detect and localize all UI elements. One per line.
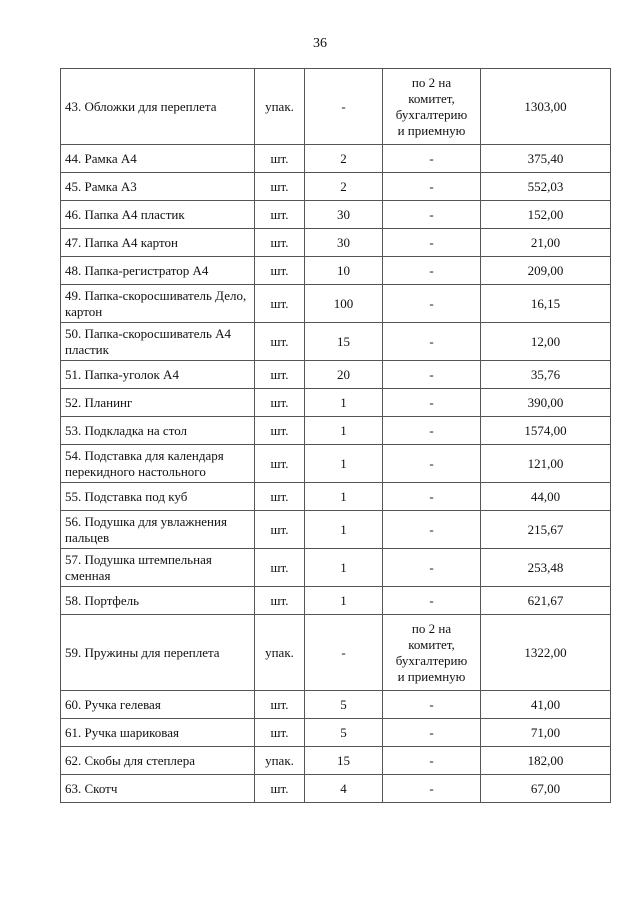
note-cell <box>383 719 481 747</box>
note-line: и приемную <box>397 668 466 684</box>
item-name-cell: 61. Ручка шариковая <box>61 719 255 747</box>
unit-cell: шт. <box>255 173 305 201</box>
quantity-cell: 1 <box>305 587 383 615</box>
price-cell: 182,00 <box>481 747 611 775</box>
item-name-cell: 51. Папка-уголок А4 <box>61 361 255 389</box>
table-row <box>61 417 611 445</box>
note-cell <box>383 257 481 285</box>
item-name-cell: 47. Папка А4 картон <box>61 229 255 257</box>
unit-cell: шт. <box>255 691 305 719</box>
quantity-cell: 10 <box>305 257 383 285</box>
table-row <box>61 483 611 511</box>
note-line: - <box>429 455 434 471</box>
unit-cell: шт. <box>255 483 305 511</box>
note-line: - <box>429 178 434 194</box>
table-row <box>61 173 611 201</box>
note-line: - <box>429 366 434 382</box>
item-name-cell: 49. Папка-скоросшиватель Дело, картон <box>61 285 255 323</box>
price-cell: 390,00 <box>481 389 611 417</box>
table-row <box>61 389 611 417</box>
note-cell <box>383 483 481 511</box>
note-cell <box>383 69 481 145</box>
quantity-cell: 20 <box>305 361 383 389</box>
item-name-cell: 45. Рамка А3 <box>61 173 255 201</box>
quantity-cell: 5 <box>305 719 383 747</box>
unit-cell: шт. <box>255 323 305 361</box>
table-row <box>61 257 611 285</box>
note-line: - <box>429 488 434 504</box>
note-line: - <box>429 559 434 575</box>
quantity-cell: 30 <box>305 229 383 257</box>
price-cell: 1322,00 <box>481 615 611 691</box>
table-row <box>61 615 611 691</box>
quantity-cell: 4 <box>305 775 383 803</box>
price-table <box>60 68 611 803</box>
table-row <box>61 323 611 361</box>
note-line: - <box>429 780 434 796</box>
price-cell: 152,00 <box>481 201 611 229</box>
note-cell <box>383 615 481 691</box>
price-cell: 552,03 <box>481 173 611 201</box>
table-row <box>61 361 611 389</box>
price-cell: 21,00 <box>481 229 611 257</box>
table-row <box>61 229 611 257</box>
quantity-cell: 1 <box>305 389 383 417</box>
item-name-cell: 60. Ручка гелевая <box>61 691 255 719</box>
quantity-cell: 15 <box>305 747 383 775</box>
note-cell <box>383 775 481 803</box>
item-name-cell: 43. Обложки для переплета <box>61 69 255 145</box>
price-cell: 41,00 <box>481 691 611 719</box>
unit-cell: шт. <box>255 511 305 549</box>
price-cell: 209,00 <box>481 257 611 285</box>
note-line: по 2 на <box>411 620 452 636</box>
note-cell <box>383 229 481 257</box>
note-cell <box>383 361 481 389</box>
item-name-cell: 53. Подкладка на стол <box>61 417 255 445</box>
item-name-cell: 46. Папка А4 пластик <box>61 201 255 229</box>
unit-cell: шт. <box>255 417 305 445</box>
note-cell <box>383 691 481 719</box>
table-row <box>61 285 611 323</box>
note-line: по 2 на <box>411 74 452 90</box>
item-name-cell: 57. Подушка штемпельная сменная <box>61 549 255 587</box>
item-name-cell: 48. Папка-регистратор А4 <box>61 257 255 285</box>
item-name-cell: 54. Подставка для календаря перекидного настольного <box>61 445 255 483</box>
note-cell <box>383 445 481 483</box>
table-row <box>61 511 611 549</box>
note-line: - <box>429 521 434 537</box>
quantity-cell: 5 <box>305 691 383 719</box>
table-row <box>61 691 611 719</box>
item-name-cell: 56. Подушка для увлажнения пальцев <box>61 511 255 549</box>
quantity-cell: 15 <box>305 323 383 361</box>
item-name-cell: 63. Скотч <box>61 775 255 803</box>
quantity-cell: 1 <box>305 445 383 483</box>
price-cell: 12,00 <box>481 323 611 361</box>
note-cell <box>383 285 481 323</box>
page-number: 36 <box>313 36 327 51</box>
table-row <box>61 747 611 775</box>
item-name-cell: 52. Планинг <box>61 389 255 417</box>
table-row <box>61 445 611 483</box>
note-line: бухгалтерию <box>395 652 468 668</box>
table-row <box>61 201 611 229</box>
unit-cell: шт. <box>255 389 305 417</box>
note-line: - <box>429 206 434 222</box>
price-cell: 71,00 <box>481 719 611 747</box>
note-line: - <box>429 592 434 608</box>
note-cell <box>383 323 481 361</box>
price-cell: 35,76 <box>481 361 611 389</box>
quantity-cell: 1 <box>305 549 383 587</box>
unit-cell: шт. <box>255 719 305 747</box>
note-cell <box>383 549 481 587</box>
note-cell <box>383 417 481 445</box>
price-cell: 253,48 <box>481 549 611 587</box>
note-line: комитет, <box>408 90 455 106</box>
unit-cell: шт. <box>255 775 305 803</box>
unit-cell: упак. <box>255 615 305 691</box>
note-cell <box>383 587 481 615</box>
unit-cell: шт. <box>255 229 305 257</box>
quantity-cell: - <box>305 69 383 145</box>
quantity-cell: - <box>305 615 383 691</box>
price-cell: 1574,00 <box>481 417 611 445</box>
item-name-cell: 58. Портфель <box>61 587 255 615</box>
note-line: - <box>429 295 434 311</box>
note-line: бухгалтерию <box>395 106 468 122</box>
note-line: комитет, <box>408 636 455 652</box>
unit-cell: шт. <box>255 145 305 173</box>
note-line: - <box>429 150 434 166</box>
table-body <box>61 69 611 803</box>
unit-cell: шт. <box>255 549 305 587</box>
note-cell <box>383 145 481 173</box>
item-name-cell: 55. Подставка под куб <box>61 483 255 511</box>
note-line: - <box>429 422 434 438</box>
note-line: и приемную <box>397 122 466 138</box>
price-cell: 44,00 <box>481 483 611 511</box>
price-cell: 67,00 <box>481 775 611 803</box>
unit-cell: шт. <box>255 361 305 389</box>
quantity-cell: 1 <box>305 417 383 445</box>
note-line: - <box>429 752 434 768</box>
table-row <box>61 587 611 615</box>
unit-cell: шт. <box>255 587 305 615</box>
quantity-cell: 2 <box>305 173 383 201</box>
unit-cell: упак. <box>255 69 305 145</box>
note-cell <box>383 389 481 417</box>
note-line: - <box>429 394 434 410</box>
unit-cell: шт. <box>255 201 305 229</box>
table-row <box>61 719 611 747</box>
quantity-cell: 30 <box>305 201 383 229</box>
quantity-cell: 100 <box>305 285 383 323</box>
price-cell: 215,67 <box>481 511 611 549</box>
price-cell: 16,15 <box>481 285 611 323</box>
note-line: - <box>429 234 434 250</box>
quantity-cell: 2 <box>305 145 383 173</box>
note-cell <box>383 173 481 201</box>
item-name-cell: 44. Рамка А4 <box>61 145 255 173</box>
note-line: - <box>429 333 434 349</box>
price-cell: 621,67 <box>481 587 611 615</box>
unit-cell: шт. <box>255 445 305 483</box>
item-name-cell: 50. Папка-скоросшиватель А4 пластик <box>61 323 255 361</box>
table-row <box>61 549 611 587</box>
table-row <box>61 145 611 173</box>
item-name-cell: 62. Скобы для степлера <box>61 747 255 775</box>
note-line: - <box>429 262 434 278</box>
table-row <box>61 775 611 803</box>
price-cell: 121,00 <box>481 445 611 483</box>
note-cell <box>383 747 481 775</box>
quantity-cell: 1 <box>305 483 383 511</box>
price-cell: 375,40 <box>481 145 611 173</box>
price-cell: 1303,00 <box>481 69 611 145</box>
unit-cell: шт. <box>255 257 305 285</box>
quantity-cell: 1 <box>305 511 383 549</box>
note-cell <box>383 511 481 549</box>
unit-cell: упак. <box>255 747 305 775</box>
item-name-cell: 59. Пружины для переплета <box>61 615 255 691</box>
unit-cell: шт. <box>255 285 305 323</box>
table-row <box>61 69 611 145</box>
note-line: - <box>429 696 434 712</box>
note-line: - <box>429 724 434 740</box>
note-cell <box>383 201 481 229</box>
